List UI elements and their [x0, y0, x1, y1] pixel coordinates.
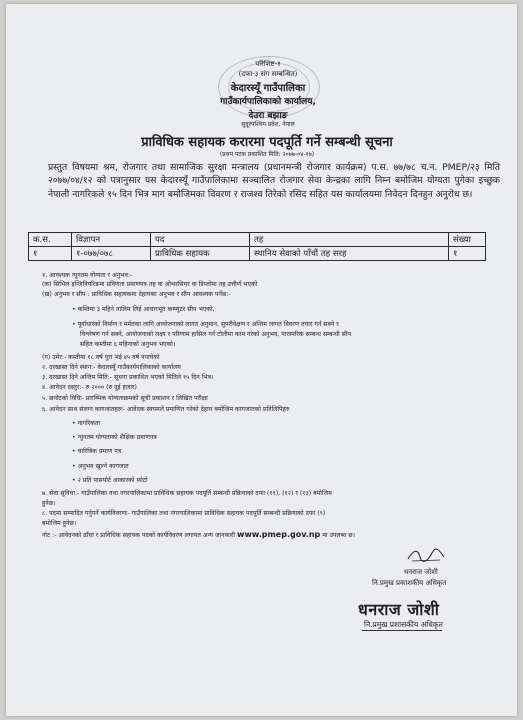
list-line: १. आवश्यक न्यूनतम योग्यता र अनुभव:- [42, 272, 133, 279]
list-line: २. दरखास्त दिने स्थान:- केदारस्यूँ गाउँकार्यपालिकाको कार्यालय [42, 364, 181, 371]
note-tail: मा उपलब्ध छ। [322, 532, 355, 539]
signatory-name: धनराज जोशी [404, 568, 438, 576]
office-subtitle: गाउँकार्यपालिकाको कार्यालय, [220, 97, 316, 107]
stamp-underline [362, 630, 442, 631]
signature-scribble [406, 547, 446, 563]
list-line: ४. आवेदन दस्तुर:- रु २००० (रु दुई हजार) [42, 384, 137, 391]
table-row [29, 247, 486, 261]
website-link[interactable]: www.pmep.gov.np [237, 530, 321, 539]
list-line: बमोजिम हुनेछ। [42, 520, 77, 527]
cell-level: स्थानिय सेवाको पाँचौं तह सरह [250, 247, 449, 261]
list-line: • अनुभव खुल्ने कागजात [72, 463, 129, 470]
col-post: पद [151, 233, 250, 247]
col-advert: विज्ञापन [72, 233, 151, 247]
note-text: नोट :- आवेदनको ढाँचा र प्राविधिक सहायक पदको कार्यविवरण लगायत अन्य जानकारी [42, 532, 236, 539]
list-line: • २ प्रति पासपोर्ट आकारको फोटो [72, 477, 148, 484]
letterhead-line2: (दफा-३ संग सम्बन्धित) [238, 70, 298, 78]
notice-title: प्राविधिक सहायक करारमा पदपूर्ति गर्ने सम्बन्धी सूचना [141, 135, 393, 150]
list-line: ३. दरखास्त दिने अन्तिम मिति:- सूचना प्रकाशित भएको मितिले १५ दिन भित्र। [42, 374, 214, 381]
list-line: ७. सेवा सुविधा:- गाउँपालिका तथा नगरपालिकामा प्राविधिक सहायक पदपूर्ति सम्बन्धी प्रक्रियाको दफा (११), (१२) र (१३) बमोजिम [42, 490, 332, 497]
list-line: हुनेछ। [42, 500, 56, 507]
cell-sn: १ [29, 247, 72, 261]
list-line: (ग) उमेर:- कम्तीमा १८ वर्ष पुरा भई ४५ वर्ष ननाघेको [42, 354, 160, 361]
name-stamp: धनराज जोशी [358, 600, 440, 619]
letterhead-line1: परिशिष्ट-१ [255, 60, 281, 68]
col-level: तह [250, 233, 449, 247]
col-count: संख्या [449, 233, 486, 247]
office-province: सुदूरपश्चिम प्रदेश, नेपाल [241, 121, 295, 128]
list-line: • चारित्रिक प्रमाण पत्र [72, 448, 122, 455]
list-line: विश्लेषण गर्न सक्ने, आयोजनाको लक्ष्य र परिणाम हासिल गर्न टोलीमा काम गरेको अनुभव, पारस्परिक सम्बन्ध सम्बन्धी सीप [80, 331, 351, 338]
list-line: ८. पदमा सम्पादित गर्नुपर्ने कार्यविवरणः- गाउँपालिका तथा नगरपालिकामा प्राविधिक सहायक पदपूर्ति सम्बन्धी प्रक्रियाको दफा (९) [42, 510, 326, 517]
cell-count: १ [449, 247, 486, 261]
publish-date: (प्रथम पटक प्रकाशित मिति: २०७७-०४-१७) [219, 151, 315, 158]
list-line: ५. छनोटको विधिः- प्रारम्भिक योग्यताक्रमको सूची प्रकाशन र लिखित परीक्षा [42, 395, 208, 402]
body-paragraph: प्रस्तुत विषयमा श्रम, रोजगार तथा सामाजिक सुरक्षा मन्त्रालय (प्रधानमन्त्री रोजगार कार्यक्रम) प.स. ७७/७८ च.न. PMEP/२३ मिति २०७७/०४/१२ को पत्रानुसार यस केदारस्यूँ गाउँपालिकामा सञ्चालित रोजगार सेवा केन्द्रका लागि निम्न बमोजिम योग्यता पुगेका इच्छुक नेपाली नागरिकले १५ दिन भित्र माग बमोजिमका विवरण र राजश्व तिरेको रसिद सहित यस कार्यालयमा निवेदन दिनहुन अनुरोध छ। [48, 162, 500, 200]
cell-advert: १-०७७/०७८ [72, 247, 151, 261]
list-line: • न्युनतम योग्यताको शैक्षिक प्रमाणपत्र [72, 434, 157, 441]
table-header-row [29, 233, 486, 247]
note-line [42, 531, 355, 541]
list-line: सहित कम्तीमा ६ महिनाको अनुभव भएको। [80, 341, 176, 348]
list-line: • नागरिकता [72, 420, 101, 427]
list-line: (क) सिभिल इन्जिनियरिङमा प्रविणता प्रमाणपत्र तह वा ओभरसियर वा डिप्लोमा तह उत्तीर्ण भएको [42, 281, 258, 288]
list-line: (ख) अनुभव र सीप : प्राविधिक सहायकमा देहायका अनुभव र सीप आवश्यक पर्नेछ:- [42, 291, 231, 298]
vacancy-table [28, 232, 486, 261]
office-name: केदारस्यूँ गाउँपालिका [230, 83, 306, 94]
office-place: देउरा बझाङ [248, 111, 288, 121]
cell-post: प्राविधिक सहायक [151, 247, 250, 261]
list-line: • पूर्वाधारको निर्माण र मर्मतका लागि आयोजनाको लागत अनुमान, सुपरीवेक्षण र अन्तिम लागत विवरण तयार गर्न सक्ने र [72, 321, 339, 328]
col-sn: क.स. [29, 233, 72, 247]
list-line: ६. आवेदन साथ संलग्न कागजातहरुः- आवेदक स्वयमले प्रमाणित गरेको देहाय बमोजिम कागजातको प्रतिलिपिहरु [42, 406, 290, 413]
name-stamp-title: नि.प्रमुख प्रशासकीय अधिकृत [364, 620, 443, 629]
list-line: • कम्तिमा ३ महिने तालिम लिई आधारभूत कम्प्युटर सीप भएको, [72, 306, 215, 313]
signatory-title: नि.प्रमुख प्रकाशकीय अधिकृत [372, 579, 447, 587]
